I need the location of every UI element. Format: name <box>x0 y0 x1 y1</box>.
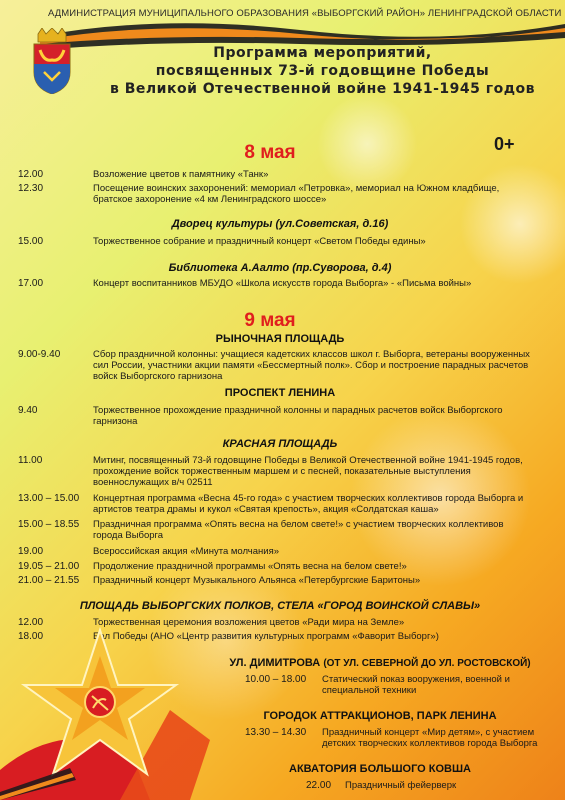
venue-name: УЛ. ДИМИТРОВА <box>229 657 321 669</box>
event-time: 19.05 – 21.00 <box>18 561 80 572</box>
coat-of-arms-icon <box>28 28 76 94</box>
title-line: Программа мероприятий, <box>213 45 432 61</box>
day-title-8-may: 8 мая <box>244 142 296 163</box>
event-time: 15.00 – 18.55 <box>18 519 80 530</box>
event-desc: Торжественное собрание и праздничный концерт «Светом Победы едины» <box>93 236 426 247</box>
venue-title <box>215 657 545 669</box>
venue-title: Библиотека А.Аалто (пр.Суворова, д.4) <box>168 262 392 274</box>
event-time: 21.00 – 21.55 <box>18 575 80 586</box>
event-desc: Возложение цветов к памятнику «Танк» <box>93 169 269 180</box>
event-desc <box>93 519 504 541</box>
venue-title: АКВАТОРИЯ БОЛЬШОГО КОВША <box>289 763 471 775</box>
venue-title: ПРОСПЕКТ ЛЕНИНА <box>224 387 336 399</box>
event-desc <box>93 349 530 383</box>
event-desc-line: военнослужащих в/ч 02511 <box>93 477 213 489</box>
event-desc-line: детских творческих коллективов города Выборга <box>322 738 538 750</box>
event-desc-line: прохождение войск торжественным маршем и с песней, показательные выступления <box>93 466 471 478</box>
event-desc-line: артистов театра драмы и кукол «Святая крепость», акция «Солдатская каша» <box>93 504 439 516</box>
event-time: 18.00 <box>18 631 44 642</box>
event-desc <box>322 727 537 749</box>
event-time: 9.00-9.40 <box>18 349 61 360</box>
event-desc-line: сил России, участники акции памяти «Бессмертный полк». Сбор и построение парадных расчетов <box>93 360 529 372</box>
title-line: в Великой Отечественной войне 1941-1945 годов <box>110 81 535 97</box>
event-desc-line: гарнизона <box>93 416 138 428</box>
event-time: 13.00 – 15.00 <box>18 493 80 504</box>
event-desc-line: Праздничный концерт «Мир детям», с участием <box>322 727 535 738</box>
event-time: 19.00 <box>18 546 44 557</box>
event-desc <box>93 493 523 515</box>
page-title <box>80 44 565 98</box>
event-time: 22.00 <box>306 780 332 791</box>
event-time: 10.00 – 18.00 <box>245 674 307 685</box>
event-desc-line: города Выборга <box>93 530 164 542</box>
venue-title: ГОРОДОК АТТРАКЦИОНОВ, ПАРК ЛЕНИНА <box>263 710 497 722</box>
event-desc: Всероссийская акция «Минута молчания» <box>93 546 280 557</box>
venue-title: Дворец культуры (ул.Советская, д.16) <box>171 218 389 230</box>
event-time: 11.00 <box>18 455 43 466</box>
event-desc: Бал Победы (АНО «Центр развития культурных программ «Фаворит Выборг») <box>93 631 439 642</box>
venue-title: ПЛОЩАДЬ ВЫБОРГСКИХ ПОЛКОВ, СТЕЛА «ГОРОД ВОИНСКОЙ СЛАВЫ» <box>79 600 481 612</box>
event-desc <box>93 183 499 205</box>
age-rating-badge: 0+ <box>494 134 515 154</box>
event-desc: Продолжение праздничной программы «Опять весна на белом свете!» <box>93 561 407 572</box>
event-time: 12.00 <box>18 169 44 180</box>
event-desc-line: братское захоронение «4 км Ленинградского шоссе» <box>93 194 327 206</box>
event-desc: Праздничный концерт Музыкального Альянса «Петербургские Баритоны» <box>93 575 421 586</box>
event-desc-line: Статический показ вооружения, военной и <box>322 674 510 685</box>
venue-title: КРАСНАЯ ПЛОЩАДЬ <box>222 438 338 450</box>
event-time: 17.00 <box>18 278 44 289</box>
event-desc-line: Митинг, посвященный 73-й годовщине Победы в Великой Отечественной войне 1941-1945 годов, <box>93 455 523 466</box>
event-desc <box>322 674 510 696</box>
event-time: 12.30 <box>18 183 44 194</box>
event-desc: Торжественная церемония возложения цветов «Ради мира на Земле» <box>93 617 405 628</box>
event-time: 15.00 <box>18 236 44 247</box>
event-desc-line: Праздничная программа «Опять весна на белом свете!» с участием творческих коллективов <box>93 519 504 530</box>
event-time: 9.40 <box>18 405 38 416</box>
event-time: 13.30 – 14.30 <box>245 727 307 738</box>
administration-header: АДМИНИСТРАЦИЯ МУНИЦИПАЛЬНОГО ОБРАЗОВАНИЯ «ВЫБОРГСКИЙ РАЙОН» ЛЕНИНГРАДСКОЙ ОБЛАСТИ <box>48 8 562 19</box>
event-desc: Праздничный фейерверк <box>345 780 457 791</box>
venue-title: РЫНОЧНАЯ ПЛОЩАДЬ <box>215 333 345 345</box>
title-line: посвященных 73-й годовщине Победы <box>155 63 490 79</box>
day-title-9-may: 9 мая <box>244 310 296 331</box>
event-desc <box>93 455 523 489</box>
event-desc-line: Торжественное прохождение праздничной колонны и парадных расчетов войск Выборгского <box>93 405 503 416</box>
event-desc-line: Концертная программа «Весна 45-го года» с участием творческих коллективов города Выборга и <box>93 493 524 504</box>
venue-note: (ОТ УЛ. СЕВЕРНОЙ ДО УЛ. РОСТОВСКОЙ) <box>323 658 531 669</box>
event-desc-line: Сбор праздничной колонны: учащиеся кадетских классов школ г. Выборга, ветераны вооруженных <box>93 349 530 360</box>
event-desc-line: войск Выборгского гарнизона <box>93 371 223 383</box>
event-desc <box>93 405 503 427</box>
event-time: 12.00 <box>18 617 44 628</box>
event-desc-line: специальной техники <box>322 685 417 697</box>
event-desc: Концерт воспитанников МБУДО «Школа искусств города Выборга» - «Письма войны» <box>93 278 472 289</box>
event-desc-line: Посещение воинских захоронений: мемориал «Петровка», мемориал на Южном кладбище, <box>93 183 500 194</box>
